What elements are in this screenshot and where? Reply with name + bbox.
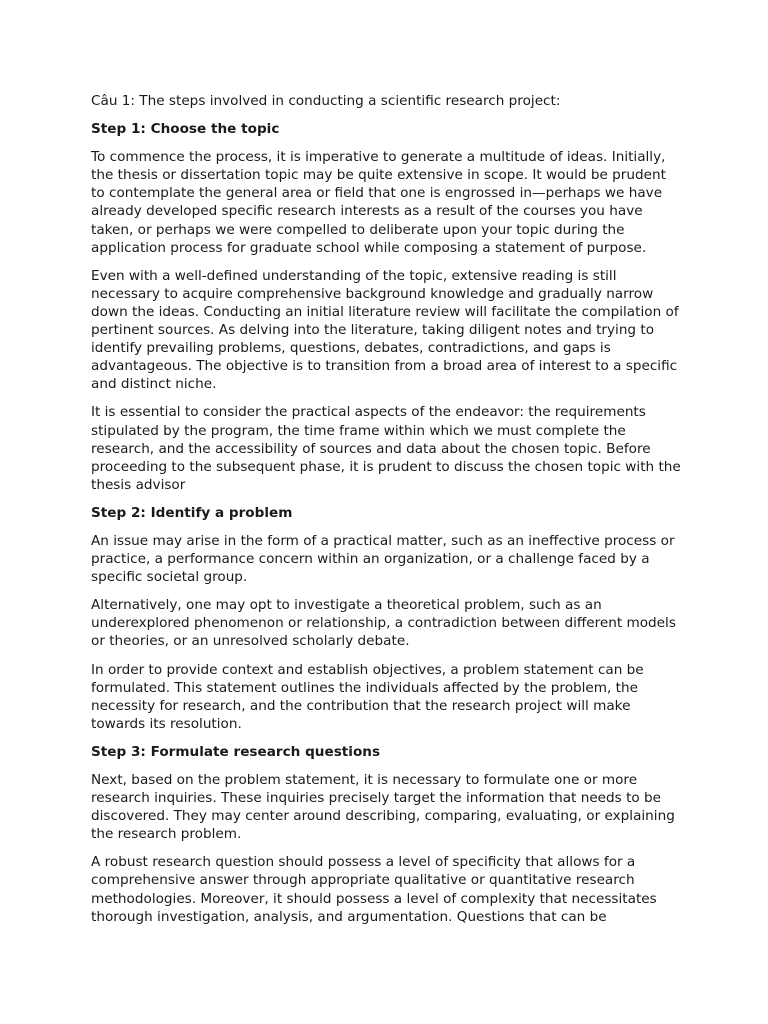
step1-paragraph-2: Even with a well-defined understanding of the topic, extensive reading is still necessary to acquire comprehensive background knowledge and gradually narrow down the ideas. Conducting an initial literature review will facilitate the compilation of pertinent sources. As delving into the literature, taking diligent notes and trying to identify prevailing problems, questions, debates, contradictions, and gaps is advantageous. The objective is to transition from a broad area of interest to a specific and distinct niche. xyxy=(91,267,679,393)
step2-heading: Step 2: Identify a problem xyxy=(91,504,293,521)
step1-heading: Step 1: Choose the topic xyxy=(91,121,280,138)
step3-paragraph-1: Next, based on the problem statement, it is necessary to formulate one or more research inquiries. These inquiries precisely target the information that needs to be discovered. They may center around describing, comparing, evaluating, or explaining the research problem. xyxy=(91,772,675,843)
intro-line: Câu 1: The steps involved in conducting a scientific research project: xyxy=(91,93,561,109)
step1-paragraph-3: It is essential to consider the practical aspects of the endeavor: the requirements stipulated by the program, the time frame within which we must complete the research, and the accessibility of sources and data about the chosen topic. Before proceeding to the subsequent phase, it is prudent to discuss the chosen topic with the thesis advisor xyxy=(91,404,681,493)
step3-paragraph-2: A robust research question should possess a level of specificity that allows for a comprehensive answer through appropriate qualitative or quantitative research methodologies. Moreover, it should possess a level of complexity that necessitates thorough investigation, analysis, and argumentation. Questions that can be xyxy=(91,854,657,925)
step3-heading: Step 3: Formulate research questions xyxy=(91,743,381,760)
step2-paragraph-3: In order to provide context and establish objectives, a problem statement can be formulated. This statement outlines the individuals affected by the problem, the necessity for research, and the contribution that the research project will make towards its resolution. xyxy=(91,661,644,732)
step2-paragraph-2: Alternatively, one may opt to investigate a theoretical problem, such as an underexplored phenomenon or relationship, a contradiction between different models or theories, or an unresolved scholarly debate. xyxy=(91,597,676,650)
step1-paragraph-1: To commence the process, it is imperative to generate a multitude of ideas. Initially, the thesis or dissertation topic may be quite extensive in scope. It would be prudent to contemplate the general area or field that one is engrossed in—perhaps we have already developed specific research interests as a result of the courses you have taken, or perhaps we were compelled to deliberate upon your topic during the application process for graduate school while composing a statement of purpose. xyxy=(91,149,666,256)
step2-paragraph-1: An issue may arise in the form of a practical matter, such as an ineffective process or practice, a performance concern within an organization, or a challenge faced by a specific societal group. xyxy=(91,532,675,586)
document-page xyxy=(91,92,681,936)
